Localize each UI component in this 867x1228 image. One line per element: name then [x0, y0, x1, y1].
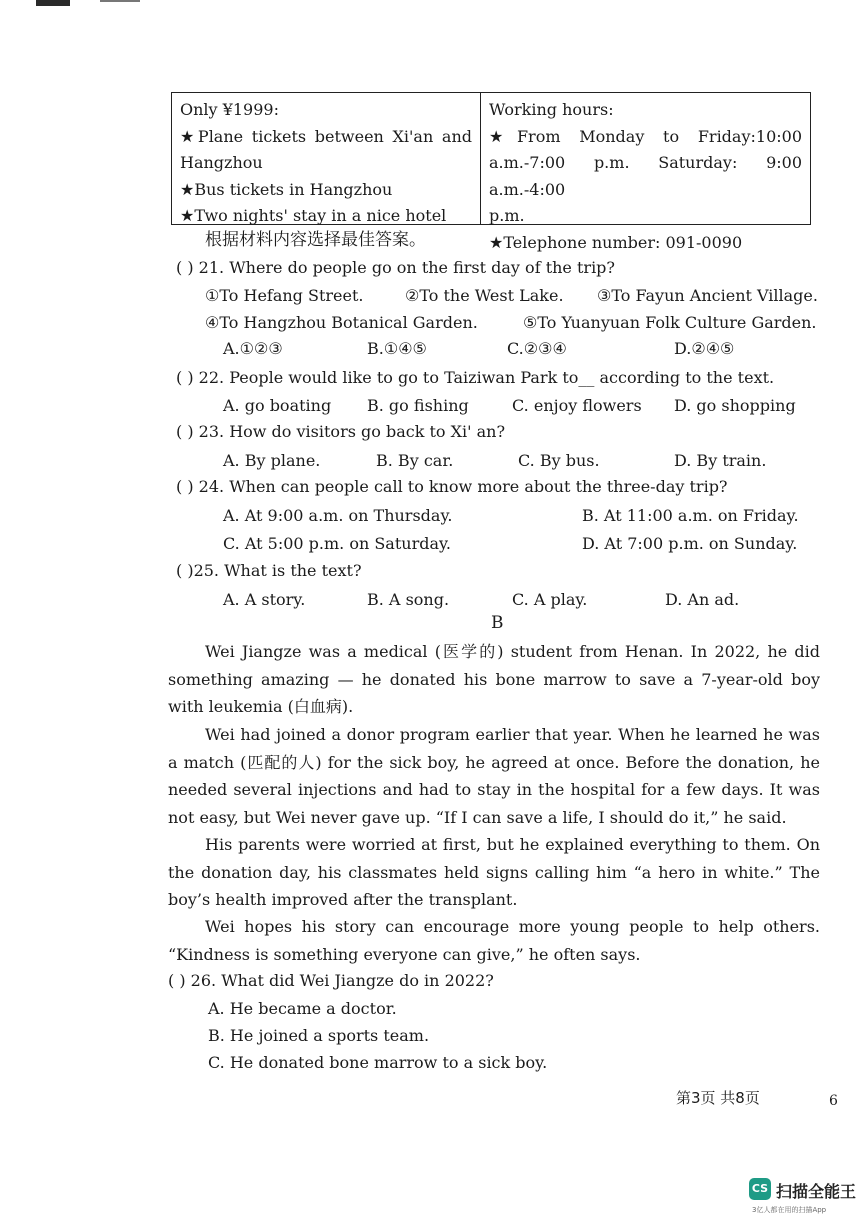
q21-option-a: A.①②③ [223, 339, 283, 358]
q21-option-d: D.②④⑤ [674, 339, 735, 358]
q25-option-c: C. A play. [512, 590, 588, 609]
price-line: Only ¥1999: [180, 100, 279, 119]
q24-option-b: B. At 11:00 a.m. on Friday. [582, 506, 799, 525]
q25-option-d: D. An ad. [665, 590, 740, 609]
q22-option-b: B. go fishing [367, 396, 469, 415]
passage-paragraph-2: Wei had joined a donor program earlier that year. When he learned he was a match (匹配的人) for the sick boy, he agreed at once. Before the donation, he needed several injections and had to stay in the hospital for a few days. It was not easy, but Wei never gave up. “If I can save a life, I should do it,” he said. [168, 725, 820, 827]
q24-option-a: A. At 9:00 a.m. on Thursday. [223, 506, 453, 525]
watermark-subtitle: 3亿人都在用的扫描App [752, 1206, 827, 1214]
q26-option-a: A. He became a doctor. [208, 999, 397, 1018]
q23-option-c: C. By bus. [518, 451, 600, 470]
scan-corner-mark [36, 0, 70, 6]
q26-option-c: C. He donated bone marrow to a sick boy. [208, 1053, 548, 1072]
q21-option-c: C.②③④ [507, 339, 567, 358]
bus-tickets-line: ★Bus tickets in Hangzhou [180, 179, 393, 199]
q25-option-a: A. A story. [223, 590, 306, 609]
q23-option-d: D. By train. [674, 451, 767, 470]
passage-paragraph-3: His parents were worried at first, but he explained everything to them. On the donation day, his classmates held signs calling him “a hero in white.” The boy’s health improved after the transplant. [168, 835, 820, 909]
weekday-hours-line: ★From Monday to Friday:10:00 [489, 126, 802, 146]
q21-option-b: B.①④⑤ [367, 339, 427, 358]
section-b-heading: B [491, 613, 504, 633]
plane-tickets-line-2: Hangzhou [180, 153, 263, 172]
q22-option-d: D. go shopping [674, 396, 796, 415]
q25-option-b: B. A song. [367, 590, 450, 609]
q22-option-a: A. go boating [223, 396, 332, 415]
q22-option-c: C. enjoy flowers [512, 396, 642, 415]
q21-place-2: ②To the West Lake. [405, 286, 564, 305]
q24-stem: ( ) 24. When can people call to know more about the three-day trip? [176, 477, 728, 496]
q21-place-1: ①To Hefang Street. [205, 286, 364, 305]
q24-option-c: C. At 5:00 p.m. on Saturday. [223, 534, 452, 553]
q25-stem: ( )25. What is the text? [176, 561, 362, 580]
q23-option-b: B. By car. [376, 451, 454, 470]
telephone-line: ★Telephone number: 091-0090 [489, 232, 743, 252]
q21-place-3: ③To Fayun Ancient Village. [597, 286, 818, 305]
scan-corner-line [100, 0, 140, 2]
passage-paragraph-4: Wei hopes his story can encourage more young people to help others. “Kindness is something everyone can give,” he often says. [168, 917, 820, 964]
price-cell [172, 93, 481, 224]
hotel-line: ★Two nights' stay in a nice hotel [180, 206, 447, 225]
q21-stem: ( ) 21. Where do people go on the first day of the trip? [176, 258, 615, 277]
q21-place-5: ⑤To Yuanyuan Folk Culture Garden. [523, 313, 817, 332]
weekday-hours-line-3: p.m. [489, 206, 525, 225]
q23-stem: ( ) 23. How do visitors go back to Xi' an? [176, 422, 506, 441]
watermark-title: 扫描全能王 [776, 1182, 857, 1201]
passage-paragraph-1: Wei Jiangze was a medical (医学的) student from Henan. In 2022, he did something amazing — he donated his bone marrow to save a 7-year-old boy with leukemia (白血病). [168, 642, 820, 716]
q21-place-4: ④To Hangzhou Botanical Garden. [205, 313, 478, 332]
q23-option-a: A. By plane. [223, 451, 321, 470]
edge-page-mark: 6 [829, 1093, 838, 1109]
hours-cell [481, 93, 810, 252]
plane-tickets-line: ★Plane tickets between Xi'an and [180, 126, 472, 146]
page-number: 第3页 共8页 [676, 1089, 760, 1107]
q26-option-b: B. He joined a sports team. [208, 1026, 430, 1045]
q22-stem: ( ) 22. People would like to go to Taiziwan Park to__ according to the text. [176, 368, 775, 387]
instruction-text: 根据材料内容选择最佳答案。 [205, 230, 426, 250]
hours-heading: Working hours: [489, 100, 614, 119]
q24-option-d: D. At 7:00 p.m. on Sunday. [582, 534, 798, 553]
q26-stem: ( ) 26. What did Wei Jiangze do in 2022? [168, 971, 494, 990]
weekday-hours-line-2: a.m.-7:00 p.m. Saturday: 9:00 a.m.-4:00 [489, 153, 802, 199]
camscanner-logo-icon: CS [749, 1178, 771, 1200]
